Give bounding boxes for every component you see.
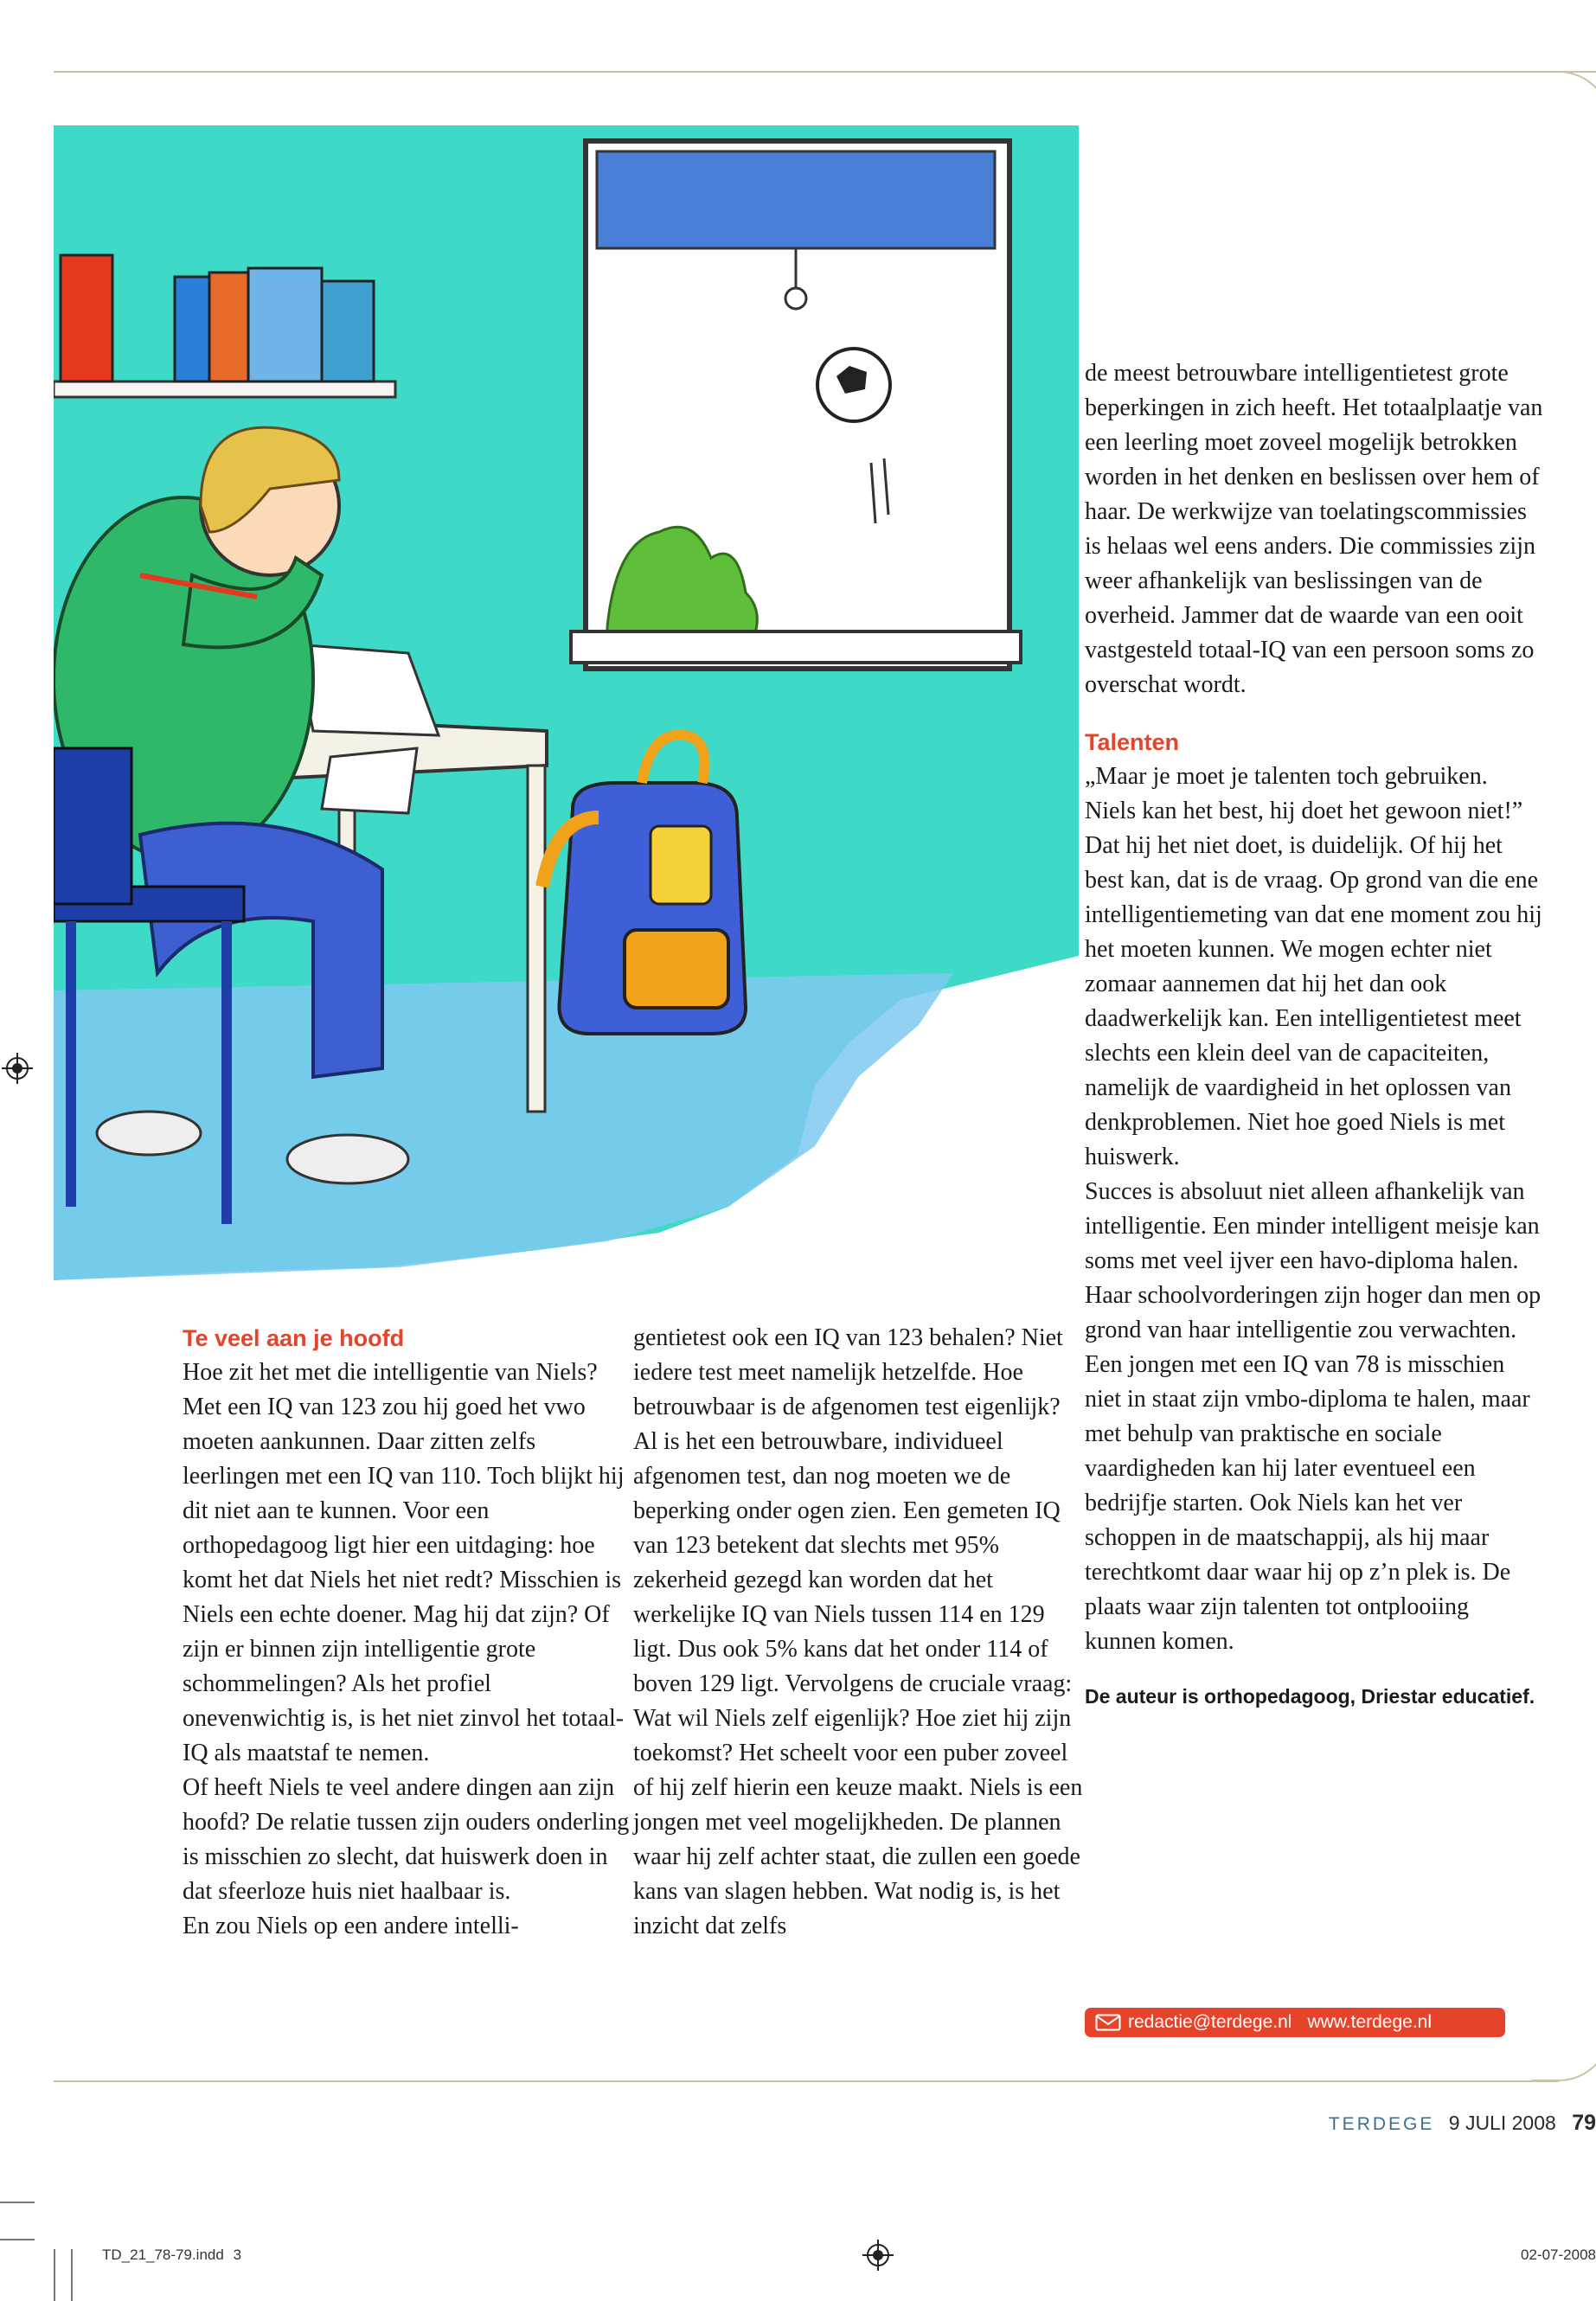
bottom-rule	[54, 2080, 1559, 2082]
paragraph: Hoe zit het met die intelligentie van Niels? Met een IQ van 123 zou hij goed het vwo moeten aankunnen. Daar zitten zelfs leerlingen met een IQ van 110. Toch blijkt hij dit niet aan te kunnen. Voor een orthopedagoog ligt hier een uitdaging: hoe komt het dat Niels het niet redt? Misschien is Niels een echte doener. Mag hij dat zijn? Of zijn er binnen zijn intelligentie grote schommelingen? Als het profiel onevenwichtig is, is het niet zinvol het totaal-IQ als maatstaf te nemen.	[183, 1359, 625, 1766]
column-2	[633, 1321, 1083, 1944]
window-sill	[571, 631, 1021, 663]
notebook	[322, 748, 417, 813]
email-link[interactable]: redactie@terdege.nl	[1128, 2012, 1292, 2032]
paragraph-continued: gentietest ook een IQ van 123 behalen? Niet iedere test meet namelijk hetzelfde. Hoe betrouwbaar is de afgenomen test eigenlijk? Al is het een betrouwbare, individueel afgenomen test, dan nog moeten we de beperking onder ogen zien. Een gemeten IQ van 123 betekent dat slechts met 95% zekerheid gezegd kan worden dat het werkelijke IQ van Niels tussen 114 en 129 ligt. Dus ook 5% kans dat het onder 114 of boven 129 ligt. Vervolgens de cruciale vraag: Wat wil Niels zelf eigenlijk? Hoe ziet hij zijn toekomst? Het scheelt voor een puber zoveel of hij zelf hierin een keuze maakt. Niels is een jongen met veel mogelijkheden. De plannen waar hij zelf achter staat, die zullen een goede kans van slagen hebben. Wat nodig is, is het inzicht dat zelfs	[633, 1324, 1083, 1939]
shoe-right	[287, 1135, 408, 1183]
slug-sheet: 3	[233, 2247, 242, 2263]
slug-filename: TD_21_78-79.indd	[102, 2247, 224, 2263]
page-number: 79	[1572, 2111, 1596, 2135]
website-link[interactable]: www.terdege.nl	[1307, 2012, 1433, 2032]
crop-mark	[54, 2249, 55, 2301]
crop-mark	[0, 2202, 35, 2203]
chair-back	[54, 748, 131, 904]
paragraph-continued: de meest betrouwbare intelligentietest grote beperkingen in zich heeft. Het totaalplaatje van een leerling moet zoveel mogelijk betrokken worden in het denken en beslissen over hem of haar. De werkwijze van toelatingscommissies is helaas wel eens anders. Die commissies zijn weer afhankelijk van beslissingen van de overheid. Jammer dat de waarde van een ooit vastgesteld totaal-IQ van een persoon soms zo overschat wordt.	[1085, 360, 1543, 698]
crop-mark	[0, 2239, 35, 2240]
registration-mark-icon	[2, 1053, 33, 1084]
magazine-name: TERDEGE	[1328, 2114, 1435, 2134]
top-rule	[54, 71, 1596, 73]
paragraph: Of heeft Niels te veel andere dingen aan zijn hoofd? De relatie tussen zijn ouders onderling is misschien zo slecht, dat huiswerk doen in dat sfeerloze huis niet haalbaar is.	[183, 1774, 630, 1905]
crop-mark	[71, 2249, 73, 2301]
desk-leg-right	[528, 766, 545, 1112]
backpack-pocket	[625, 930, 728, 1008]
paragraph: Succes is absoluut niet alleen afhankelijk van intelligentie. Een minder intelligent meisje kan soms met veel ijver een havo-diploma halen. Haar schoolvorderingen zijn hoger dan men op grond van haar intelligentie zou verwachten. Een jongen met een IQ van 78 is misschien niet in staat zijn vmbo-diploma te halen, maar met behulp van praktische en sociale vaardigheden kan hij later eventueel een bedrijfje starten. Ook Niels kan het ver schoppen in de maatschappij, als hij maar terechtkomt daar waar hij op z’n plek is. De plaats waar zijn talenten tot ontplooiing kunnen komen.	[1085, 1178, 1542, 1655]
contact-bar	[1085, 2008, 1505, 2037]
shoe-left	[97, 1112, 201, 1155]
illustration-boy-studying	[54, 125, 1079, 1280]
author-note: De auteur is orthopedagoog, Driestar educatief.	[1085, 1685, 1535, 1708]
book-red	[61, 255, 112, 381]
issue-date: 9 JULI 2008	[1448, 2112, 1556, 2134]
book-orange	[209, 272, 248, 381]
heading-talenten: Talenten	[1085, 729, 1180, 755]
book-teal	[322, 281, 374, 381]
envelope-icon	[1095, 2014, 1121, 2031]
print-slug	[102, 2247, 241, 2264]
paragraph: En zou Niels op een andere intelli-	[183, 1913, 519, 1939]
registration-mark-icon	[862, 2240, 894, 2271]
book-blue	[175, 277, 209, 381]
window-blind	[597, 151, 995, 248]
column-1	[183, 1321, 632, 1944]
page-footer	[1329, 2111, 1596, 2136]
paragraph: „Maar je moet je talenten toch gebruiken. Niels kan het best, hij doet het gewoon niet!” Dat hij het niet doet, is duidelijk. Of hij het best kan, dat is de vraag. Op grond van die ene intelligentiemeting van dat ene moment zou hij het moeten kunnen. We mogen echter niet zomaar aannemen dat hij het dan ook daadwerkelijk kan. Een intelligentietest meet slechts een klein deel van de capaciteiten, namelijk de vaardigheid in het oplossen van denkproblemen. Niet hoe goed Niels is met huiswerk.	[1085, 763, 1542, 1170]
slug-date: 02-07-2008	[1521, 2247, 1596, 2263]
shelf	[54, 381, 395, 397]
book-lightblue	[248, 268, 322, 381]
heading-te-veel-aan-je-hoofd: Te veel aan je hoofd	[183, 1325, 405, 1351]
column-3	[1085, 356, 1543, 1714]
